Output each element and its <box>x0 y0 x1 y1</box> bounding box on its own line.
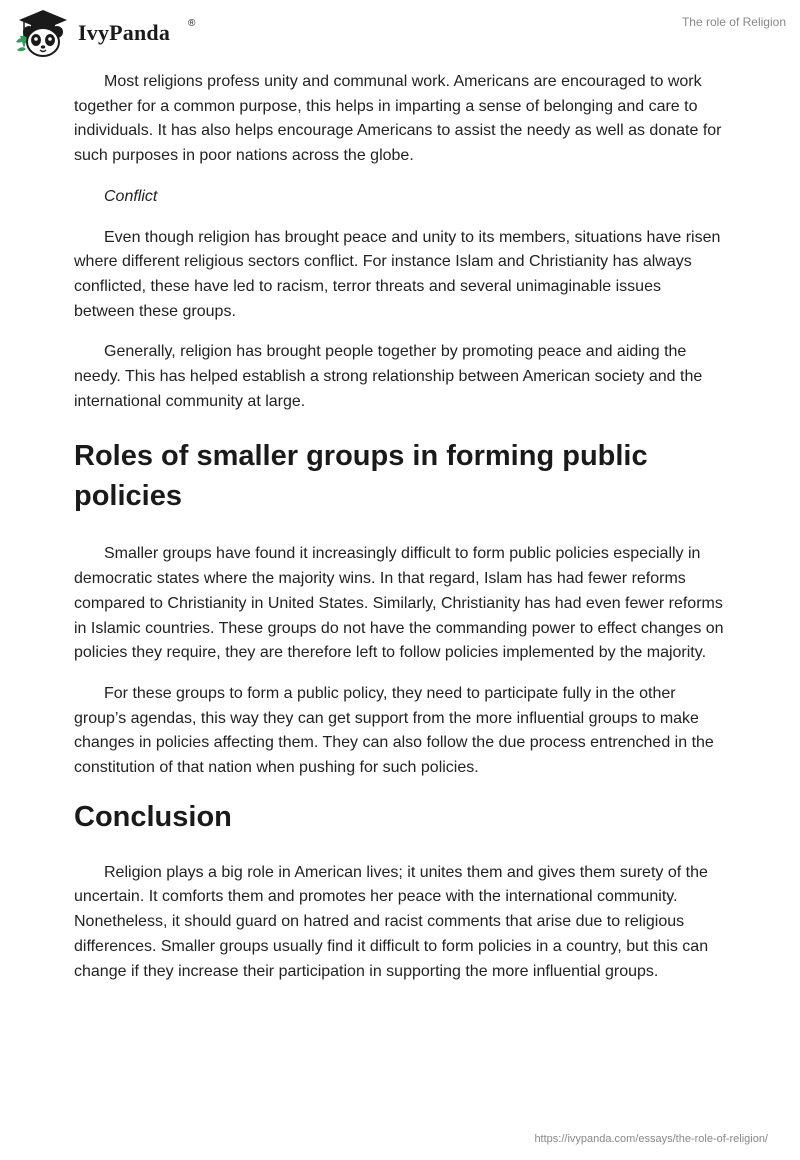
paragraph-unity: Most religions profess unity and communal work. Americans are encouraged to work together for a common purpose, this helps in imparting a sense of belonging and care to individuals. It has also helps encourage Americans to assist the needy as well as donate for such purposes in poor nations across the globe. <box>74 73 722 165</box>
source-url[interactable]: https://ivypanda.com/essays/the-role-of-religion/ <box>534 1133 768 1145</box>
paragraph-conclusion: Religion plays a big role in American lives; it unites them and gives them surety of the uncertain. It comforts them and promotes her peace with the international community. Nonetheless, it should guard on hatred and racist comments that arise due to religious differences. Smaller groups usually find it difficult to form policies in a country, but this can change if they increase their participation in supporting the more influential groups. <box>74 863 709 980</box>
paragraph-conflict: Even though religion has brought peace and unity to its members, situations have risen where different religious sectors conflict. For instance Islam and Christianity has always conflicted, these have led to racism, terror threats and several unimaginable issues between these groups. <box>74 228 721 320</box>
brand-name: IvyPanda <box>78 20 171 45</box>
paragraph-public-policy: For these groups to form a public policy, they need to participate fully in the other group’s agendas, this way they can get support from the more influential groups to make changes in policies affecting them. They can also follow the due process entrenched in the constitution of that nation when pushing for such policies. <box>74 684 714 777</box>
document-title: The role of Religion <box>681 15 786 29</box>
registered-mark: ® <box>188 18 196 29</box>
page-header <box>14 8 786 60</box>
panda-graduate-icon <box>14 8 72 58</box>
paragraph-smaller-groups: Smaller groups have found it increasingly difficult to form public policies especially in democratic states where the majority wins. In that regard, Islam has had fewer reforms compared to Christianity in United States. Similarly, Christianity has had even fewer reforms in Islamic countries. These groups do not have the commanding power to effect changes on policies they require, they are therefore left to follow policies implemented by the majority. <box>74 545 724 662</box>
paragraph-generally: Generally, religion has brought people together by promoting peace and aiding the needy. This has helped establish a strong relationship between American society and the international community at large. <box>74 343 703 410</box>
ivypanda-logo[interactable] <box>14 8 214 60</box>
essay-body <box>74 70 724 1000</box>
subheading-conflict: Conflict <box>104 187 158 205</box>
heading-roles-smaller-groups: Roles of smaller groups in forming public policies <box>74 440 648 513</box>
heading-conclusion: Conclusion <box>74 800 232 833</box>
